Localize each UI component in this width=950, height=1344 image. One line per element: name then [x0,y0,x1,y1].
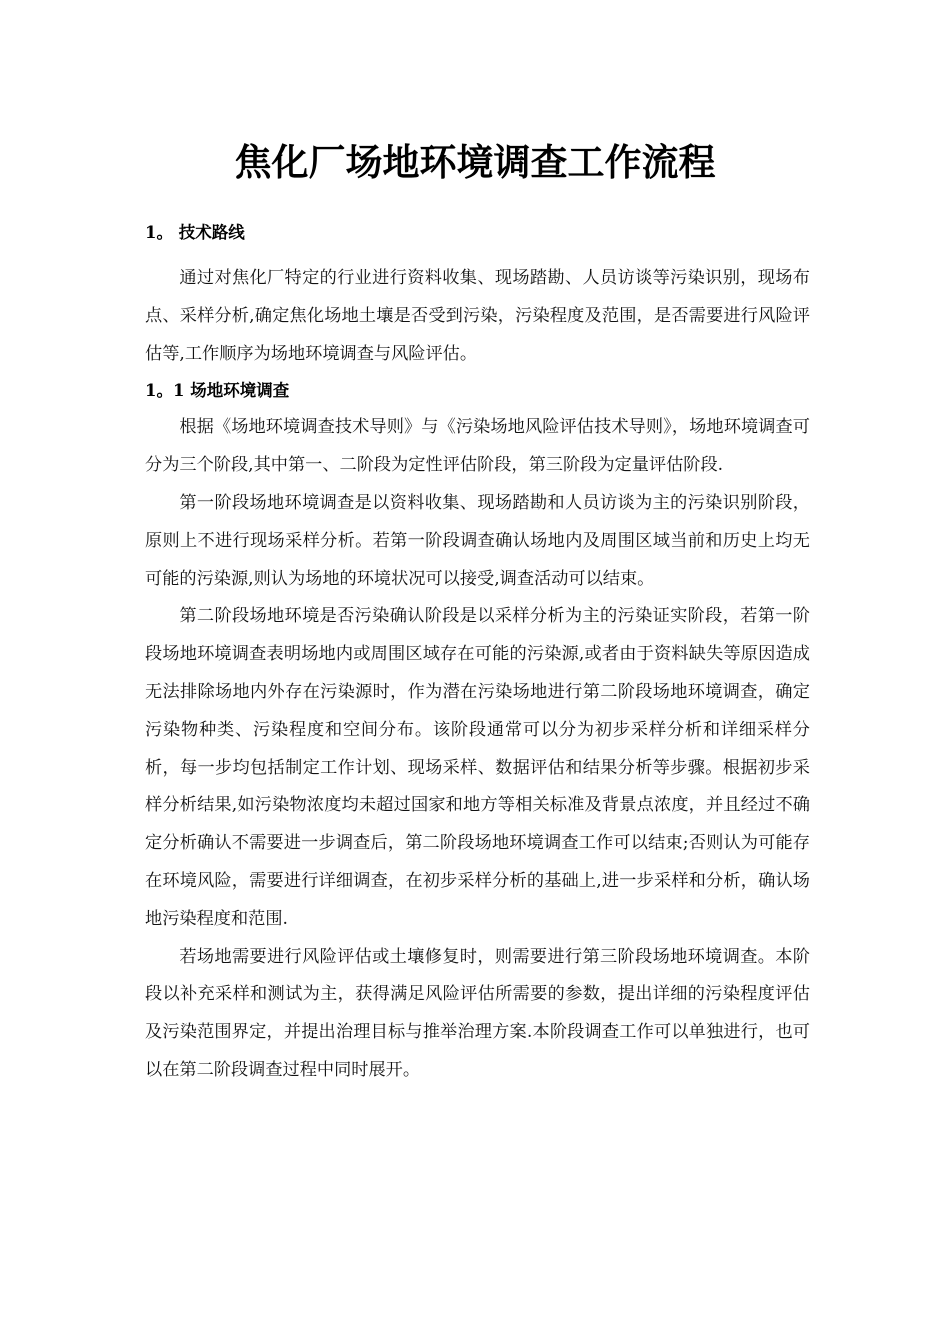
paragraph: 若场地需要进行风险评估或土壤修复时，则需要进行第三阶段场地环境调查。本阶段以补充采样和测试为主，获得满足风险评估所需要的参数，提出详细的污染程度评估及污染范围界定，并提出治理目标与推举治理方案.本阶段调查工作可以单独进行，也可以在第二阶段调查过程中同时展开。 [145,946,810,1080]
paragraph: 第二阶段场地环境是否污染确认阶段是以采样分析为主的污染证实阶段，若第一阶段场地环境调查表明场地内或周围区域存在可能的污染源,或者由于资料缺失等原因造成无法排除场地内外存在污染源时，作为潜在污染场地进行第二阶段场地环境调查，确定污染物种类、污染程度和空间分布。该阶段通常可以分为初步采样分析和详细采样分析，每一步均包括制定工作计划、现场采样、数据评估和结果分析等步骤。根据初步采样分析结果,如污染物浓度均未超过国家和地方等相关标准及背景点浓度，并且经过不确定分析确认不需要进一步调查后，第二阶段场地环境调查工作可以结束;否则认为可能存在环境风险，需要进行详细调查，在初步采样分析的基础上,进一步采样和分析，确认场地污染程度和范围. [145,606,810,929]
section-heading-technical-route: 1。 技术路线 [145,223,245,242]
document-body [145,218,810,1090]
paragraph: 通过对焦化厂特定的行业进行资料收集、现场踏勘、人员访谈等污染识别，现场布点、采样分析,确定焦化场地土壤是否受到污染，污染程度及范围，是否需要进行风险评估等,工作顺序为场地环境调查与风险评估。 [145,268,810,364]
document-title: 焦化厂场地环境调查工作流程 [234,140,716,184]
section-heading-site-investigation: 1。1 场地环境调查 [145,381,290,401]
paragraph: 根据《场地环境调查技术导则》与《污染场地风险评估技术导则》，场地环境调查可分为三个阶段,其中第一、二阶段为定性评估阶段，第三阶段为定量评估阶段. [145,417,810,476]
paragraph: 第一阶段场地环境调查是以资料收集、现场踏勘和人员访谈为主的污染识别阶段，原则上不进行现场采样分析。若第一阶段调查确认场地内及周围区域当前和历史上均无可能的污染源,则认为场地的环境状况可以接受,调查活动可以结束。 [145,492,810,589]
